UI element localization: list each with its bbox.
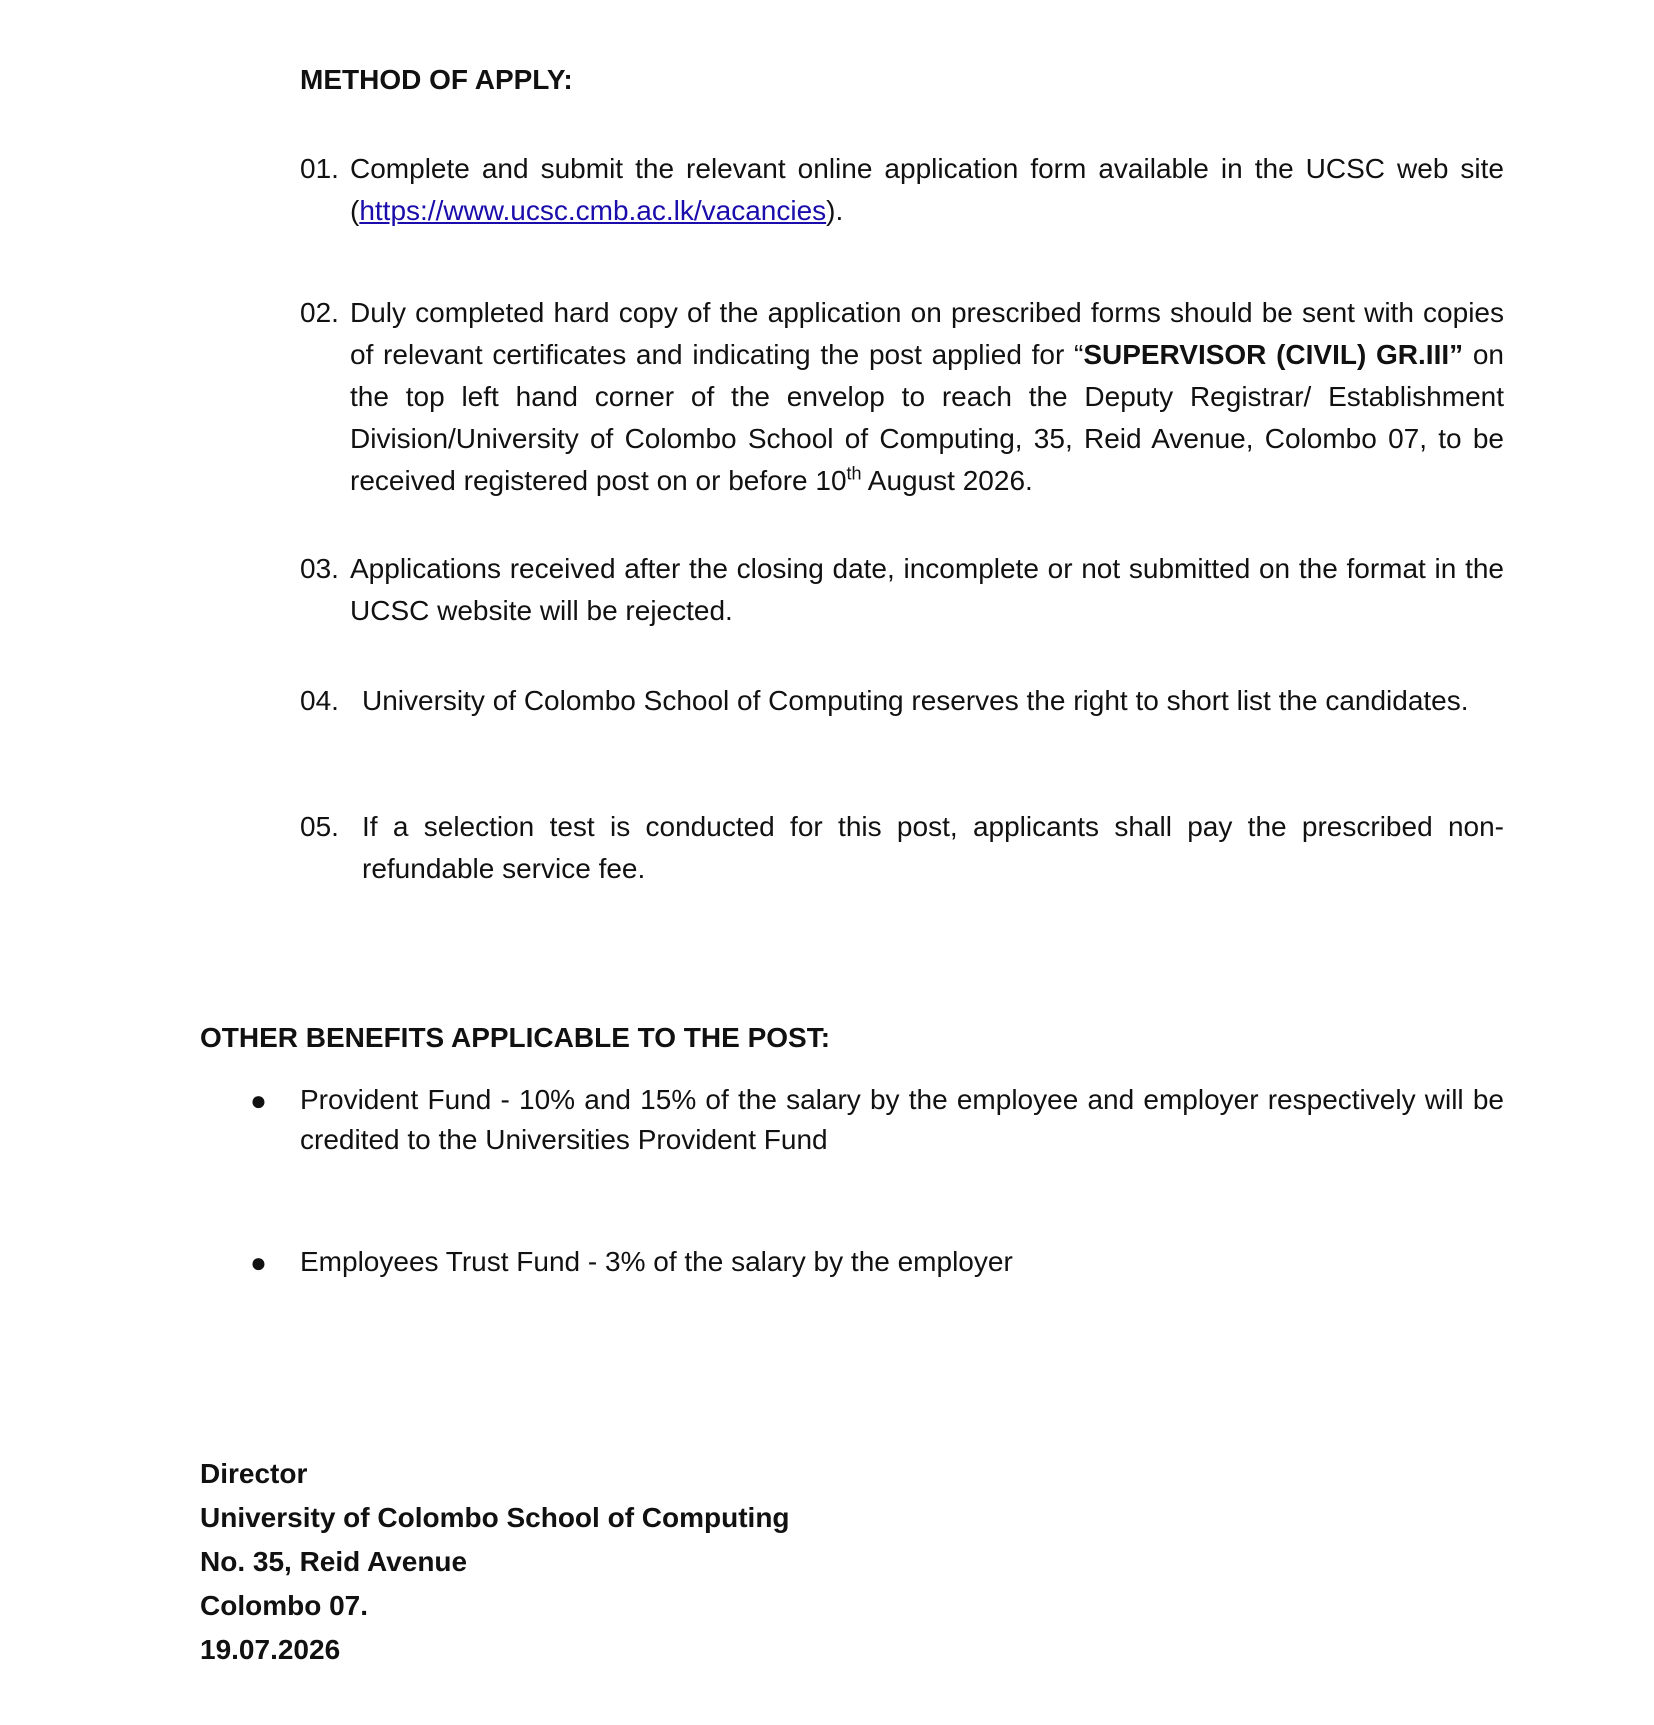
address-line-1: No. 35, Reid Avenue [200,1546,468,1577]
item-text: If a selection test is conducted for this post, applicants shall pay the prescribed non-refundable service fee. [362,811,1504,884]
vacancies-link[interactable]: https://www.ucsc.cmb.ac.lk/vacancies [359,195,827,226]
document-date: 19.07.2026 [200,1634,341,1665]
benefit-item-provident-fund [250,1080,1504,1160]
signatory-institution: University of Colombo School of Computing [200,1502,790,1533]
benefit-item-employees-trust-fund [250,1242,1504,1282]
item-number: 01. [300,153,339,184]
bullet-icon: ● [250,1247,267,1278]
method-item-05 [300,806,1504,890]
item-text: Complete and submit the relevant online application form available in the UCSC web site (https://www.ucsc.cmb.ac.lk/vacancies). [350,153,1504,226]
item-number: 05. [300,811,339,842]
other-benefits-heading: OTHER BENEFITS APPLICABLE TO THE POST: [200,1022,831,1053]
item-text: Applications received after the closing date, incomplete or not submitted on the format in the UCSC website will be rejected. [350,553,1504,626]
post-name: SUPERVISOR (CIVIL) GR.III” [1083,339,1464,370]
method-item-03 [300,548,1504,632]
item-text: Duly completed hard copy of the application on prescribed forms should be sent with copies of relevant certificates and indicating the post applied for “SUPERVISOR (CIVIL) GR.III” on the top left hand corner of the envelop to reach the Deputy Registrar/ Establishment Division/University of Colombo School of Computing, 35, Reid Avenue, Colombo 07, to be received registered post on or before 10th August 2026. [350,297,1504,496]
signature-block [200,1452,790,1672]
method-item-02 [300,292,1504,502]
item-number: 04. [300,685,339,716]
item-number: 03. [300,553,339,584]
bullet-icon: ● [250,1085,267,1116]
method-of-apply-heading: METHOD OF APPLY: [300,64,573,95]
address-line-2: Colombo 07. [200,1590,369,1621]
benefit-text: Employees Trust Fund - 3% of the salary by the employer [300,1246,1013,1277]
item-text: University of Colombo School of Computing reserves the right to short list the candidates. [362,685,1469,716]
benefit-text: Provident Fund - 10% and 15% of the salary by the employee and employer respectively will be credited to the Universities Provident Fund [300,1084,1504,1155]
signatory-title: Director [200,1458,308,1489]
item-number: 02. [300,297,339,328]
method-item-01 [300,148,1504,232]
method-item-04 [300,680,1504,722]
